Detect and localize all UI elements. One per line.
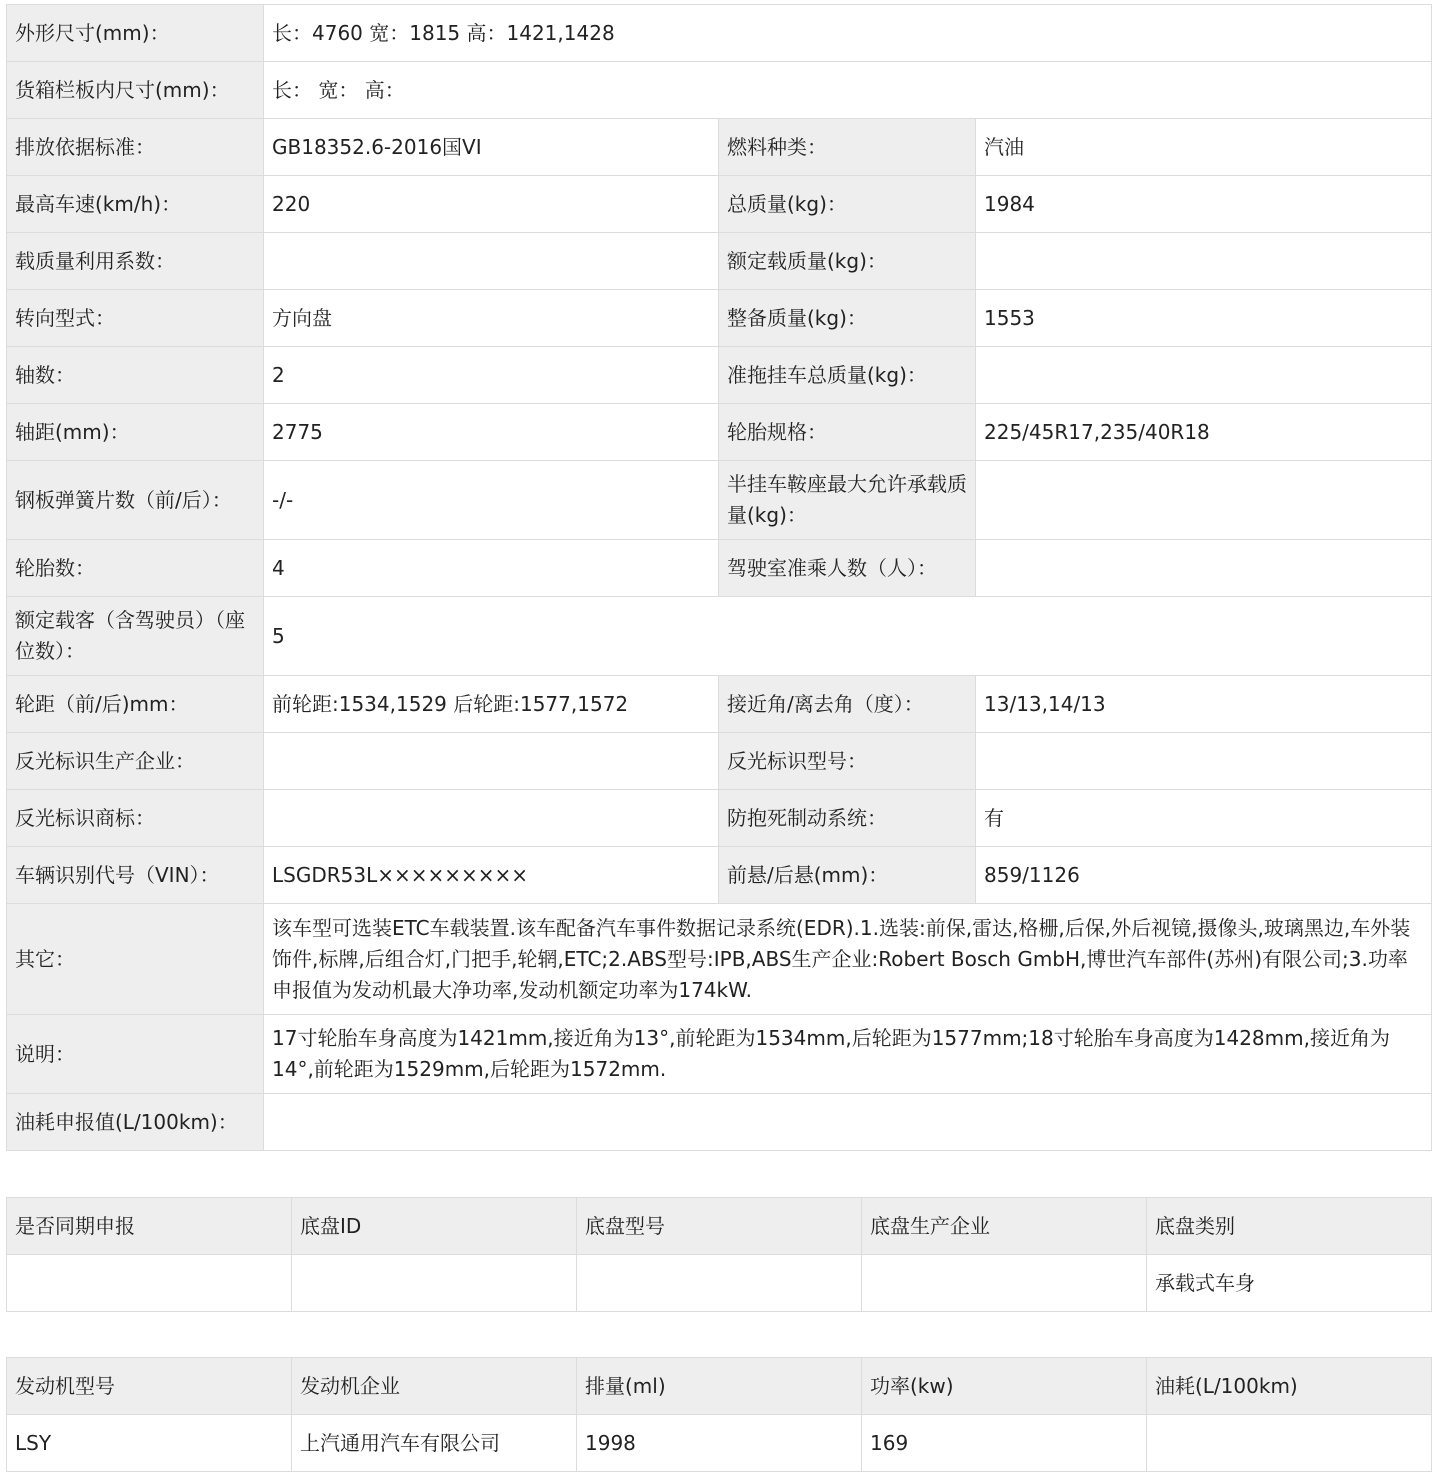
spec-row [7, 233, 1432, 290]
spec-value [976, 233, 1432, 290]
chassis-header-row [7, 1198, 1432, 1255]
spec-label: 轴距(mm)： [7, 404, 264, 461]
spec-row [7, 540, 1432, 597]
chassis-header: 是否同期申报 [7, 1198, 292, 1255]
spec-row [7, 290, 1432, 347]
spec-label: 额定载质量(kg)： [719, 233, 976, 290]
spec-value: 17寸轮胎车身高度为1421mm,接近角为13°,前轮距为1534mm,后轮距为1577mm;18寸轮胎车身高度为1428mm,接近角为14°,前轮距为1529mm,后轮距为1572mm. [264, 1015, 1432, 1094]
spec-row [7, 676, 1432, 733]
chassis-header: 底盘生产企业 [862, 1198, 1147, 1255]
chassis-table-body [7, 1198, 1432, 1312]
spec-label: 总质量(kg)： [719, 176, 976, 233]
chassis-cell [292, 1255, 577, 1312]
spec-value: 长： 宽： 高： [264, 62, 1432, 119]
spec-value: 2775 [264, 404, 719, 461]
spec-value: 4 [264, 540, 719, 597]
spec-label: 反光标识型号： [719, 733, 976, 790]
spec-label: 整备质量(kg)： [719, 290, 976, 347]
engine-cell: 1998 [577, 1415, 862, 1472]
spec-value [264, 1094, 1432, 1151]
spec-row [7, 847, 1432, 904]
spec-value: 220 [264, 176, 719, 233]
spec-label: 轴数： [7, 347, 264, 404]
chassis-header: 底盘ID [292, 1198, 577, 1255]
spec-row [7, 904, 1432, 1015]
vehicle-spec-body [7, 5, 1432, 1151]
chassis-header: 底盘类别 [1147, 1198, 1432, 1255]
spec-label: 燃料种类： [719, 119, 976, 176]
spec-value [264, 233, 719, 290]
chassis-row [7, 1255, 1432, 1312]
chassis-table [6, 1197, 1432, 1312]
engine-header: 发动机型号 [7, 1358, 292, 1415]
spec-label: 前悬/后悬(mm)： [719, 847, 976, 904]
spec-row [7, 597, 1432, 676]
spec-value: 该车型可选装ETC车载装置.该车配备汽车事件数据记录系统(EDR).1.选装:前保,雷达,格栅,后保,外后视镜,摄像头,玻璃黑边,车外装饰件,标牌,后组合灯,门把手,轮辋,ETC;2.ABS型号:IPB,ABS生产企业:Robert Bosch GmbH,博世汽车部件(苏州)有限公司;3.功率申报值为发动机最大净功率,发动机额定功率为174kW. [264, 904, 1432, 1015]
spec-label: 排放依据标准： [7, 119, 264, 176]
spec-value: 1984 [976, 176, 1432, 233]
spec-label: 轮胎数： [7, 540, 264, 597]
spec-value: 汽油 [976, 119, 1432, 176]
spec-label: 驾驶室准乘人数（人）： [719, 540, 976, 597]
engine-cell [1147, 1415, 1432, 1472]
spec-label: 最高车速(km/h)： [7, 176, 264, 233]
spec-value: LSGDR53L××××××××× [264, 847, 719, 904]
engine-table [6, 1357, 1432, 1472]
spec-label: 准拖挂车总质量(kg)： [719, 347, 976, 404]
engine-cell: LSY [7, 1415, 292, 1472]
spec-value [976, 733, 1432, 790]
spec-label: 转向型式： [7, 290, 264, 347]
engine-header: 油耗(L/100km) [1147, 1358, 1432, 1415]
spec-value: GB18352.6-2016国VI [264, 119, 719, 176]
spec-row [7, 5, 1432, 62]
spec-label: 轮胎规格： [719, 404, 976, 461]
spec-label: 额定载客（含驾驶员）（座位数）： [7, 597, 264, 676]
spec-value [976, 347, 1432, 404]
spec-label: 说明： [7, 1015, 264, 1094]
spec-value: 有 [976, 790, 1432, 847]
spec-row [7, 1094, 1432, 1151]
spec-value: 5 [264, 597, 1432, 676]
spec-value [264, 790, 719, 847]
spec-label: 反光标识生产企业： [7, 733, 264, 790]
engine-cell: 169 [862, 1415, 1147, 1472]
spec-value: 859/1126 [976, 847, 1432, 904]
spec-label: 车辆识别代号（VIN）： [7, 847, 264, 904]
spec-label: 载质量利用系数： [7, 233, 264, 290]
spec-row [7, 404, 1432, 461]
spec-label: 轮距（前/后)mm： [7, 676, 264, 733]
spec-label: 外形尺寸(mm)： [7, 5, 264, 62]
chassis-cell: 承载式车身 [1147, 1255, 1432, 1312]
vehicle-spec-table [6, 4, 1432, 1151]
engine-header: 发动机企业 [292, 1358, 577, 1415]
spec-row [7, 347, 1432, 404]
spec-label: 油耗申报值(L/100km)： [7, 1094, 264, 1151]
engine-cell: 上汽通用汽车有限公司 [292, 1415, 577, 1472]
spec-label: 防抱死制动系统： [719, 790, 976, 847]
engine-header: 排量(ml) [577, 1358, 862, 1415]
spec-label: 反光标识商标： [7, 790, 264, 847]
spec-row [7, 790, 1432, 847]
spec-value [976, 540, 1432, 597]
spec-row [7, 119, 1432, 176]
spec-value: 前轮距:1534,1529 后轮距:1577,1572 [264, 676, 719, 733]
spec-row [7, 733, 1432, 790]
engine-header: 功率(kw) [862, 1358, 1147, 1415]
spec-value: 长：4760 宽：1815 高：1421,1428 [264, 5, 1432, 62]
spec-row [7, 1015, 1432, 1094]
engine-table-body [7, 1358, 1432, 1472]
spec-value: 2 [264, 347, 719, 404]
chassis-cell [862, 1255, 1147, 1312]
spec-label: 钢板弹簧片数（前/后）： [7, 461, 264, 540]
spec-label: 其它： [7, 904, 264, 1015]
spec-label: 接近角/离去角（度）： [719, 676, 976, 733]
chassis-header: 底盘型号 [577, 1198, 862, 1255]
spec-value: 13/13,14/13 [976, 676, 1432, 733]
spec-value: 1553 [976, 290, 1432, 347]
spec-row [7, 461, 1432, 540]
spec-value: 方向盘 [264, 290, 719, 347]
spec-value: 225/45R17,235/40R18 [976, 404, 1432, 461]
spec-value [976, 461, 1432, 540]
spec-value: -/- [264, 461, 719, 540]
spec-row [7, 62, 1432, 119]
spec-value [264, 733, 719, 790]
chassis-cell [577, 1255, 862, 1312]
engine-row [7, 1415, 1432, 1472]
spec-label: 半挂车鞍座最大允许承载质量(kg)： [719, 461, 976, 540]
spec-label: 货箱栏板内尺寸(mm)： [7, 62, 264, 119]
engine-header-row [7, 1358, 1432, 1415]
spec-row [7, 176, 1432, 233]
chassis-cell [7, 1255, 292, 1312]
